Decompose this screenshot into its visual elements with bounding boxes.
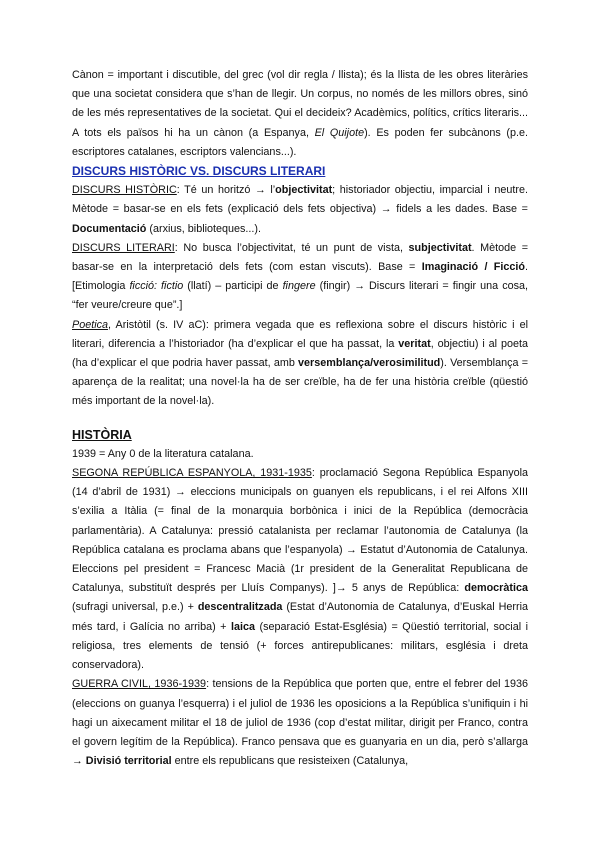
- republica-bold-democratica: democràtica: [464, 582, 528, 595]
- historic-bold-documentacio: Documentació: [72, 222, 147, 235]
- republica-paragraph: [72, 464, 528, 675]
- any0-paragraph: 1939 = Any 0 de la literatura catalana.: [72, 447, 254, 460]
- poetica-bold-veritat: veritat: [398, 337, 431, 350]
- guerra-bold-divisio: Divisió territorial: [85, 755, 172, 768]
- literari-text-2: . Mètode = basar-se en la interpretació dels fets (com estan viscuts). Base =: [72, 241, 529, 274]
- el-quijote-title: El Quijote: [314, 126, 365, 139]
- republica-text-4: (separació Estat-Església) = Qüestió territorial, social i religiosa, tres elements de tensió (+ forces antirepublicanes: militars, església i dreta conservadora).: [72, 620, 528, 672]
- republica-bold-descentralitzada: descentralitzada: [197, 601, 283, 614]
- document-page: [72, 66, 528, 771]
- canon-text: Cànon = important i discutible, del grec (vol dir regla / llista); és la llista de les obres literàries que una societat considera que s’han de llegir. Un corpus, no només de les millors obres, sinó de les més representatives de la societat. Qui el decideix? Acadèmics, polítics, crítics literaris... A tots els països hi ha un cànon (a Espanya,: [72, 69, 528, 139]
- republica-text-1: : proclamació Segona República Espanyola (14 d’abril de 1931) → eleccions municipals on guanyen els republicans, i el rei Alfons XIII s’exilia a Itàlia (= final de la monarquia borbònica i inici de la República (democràcia parlamentària). A Catalunya: pressió catalanista per reclamar l’autonomia de Catalunya (la República catalana es proclama abans que l’espanyola) → Estatut d’Autonomia de Catalunya. Eleccions pel president = Francesc Macià (1r president de la Generalitat Republicana de Catalunya, substituït després per Lluís Companys). ]→ 5 anys de República:: [72, 467, 528, 595]
- literari-bold-imaginacio: Imaginació / Ficció: [421, 261, 525, 274]
- historic-text-2: ; historiador objectiu, imparcial i neutre. Mètode = basar-se en els fets (explicació dels fets objectiva) → fidels a les dades. Base =: [72, 184, 528, 216]
- section-heading-historia: HISTÒRIA: [72, 427, 132, 442]
- guerra-label: GUERRA CIVIL, 1936-1939: [72, 678, 207, 691]
- poetica-label: Poetica: [72, 318, 109, 331]
- guerra-text-1: : tensions de la República que porten que, entre el febrer del 1936 (eleccions on guanya l’esquerra) i el juliol de 1936 les oposicions a la República s’unifiquin i hi hagi un aixecament militar el 18 de juliol de 1936 (cop d’estat militar, dirigit per Franco, contra el govern legítim de la República). Franco pensava que es guanyaria en un dia, però s’allarga →: [72, 678, 529, 768]
- literari-text-3: . [Etimologia: [72, 261, 528, 293]
- historic-paragraph: [72, 181, 528, 239]
- poetica-text-1: , Aristòtil (s. IV aC): primera vegada que es reflexiona sobre el discurs històric i el literari, diferencia a l’historiador (ha d’explicar el que ha passat, la: [72, 318, 528, 350]
- section-heading-discurs: DISCURS HISTÒRIC VS. DISCURS LITERARI: [72, 164, 326, 179]
- literari-italic-fingere: fingere: [282, 280, 316, 293]
- historic-bold-objectivitat: objectivitat: [275, 184, 333, 197]
- historic-text-3: (arxius, biblioteques...).: [146, 222, 262, 235]
- literari-bold-subjectivitat: subjectivitat: [408, 241, 472, 254]
- poetica-bold-versemblanca: versemblança/verosimilitud: [298, 357, 441, 370]
- poetica-text-2: , objectiu) i al poeta (ha d’explicar el que podria haver passat, amb: [72, 337, 528, 370]
- literari-text-5: (fingir) → Discurs literari = fingir una cosa, “fer veure/creure que”.]: [72, 280, 528, 312]
- republica-text-3: (Estat d’Autonomia de Catalunya, d’Euskal Herria més tard, i Galícia no arriba) +: [72, 601, 528, 633]
- literari-label: DISCURS LITERARI: [72, 241, 175, 254]
- literari-italic-ficcio: ficció: fictio: [129, 280, 184, 293]
- republica-label: SEGONA REPÚBLICA ESPANYOLA, 1931-1935: [72, 467, 312, 480]
- literari-text-4: (llatí) – participi de: [183, 280, 283, 293]
- canon-text-end: ). Es poden fer subcànons (p.e. escriptores catalanes, escriptors valencians...).: [72, 126, 528, 158]
- republica-text-2: (sufragi universal, p.e.) +: [72, 601, 198, 614]
- canon-paragraph: [72, 66, 528, 162]
- guerra-text-2: entre els republicans que resisteixen (Catalunya,: [171, 755, 409, 768]
- poetica-paragraph: [72, 316, 528, 412]
- guerra-paragraph: [72, 675, 528, 771]
- literari-text-1: : No busca l’objectivitat, té un punt de vista,: [174, 241, 409, 254]
- historic-text-1: : Té un horitzó → l’: [176, 184, 276, 197]
- literari-paragraph: [72, 239, 528, 316]
- historic-label: DISCURS HISTÒRIC: [72, 184, 177, 197]
- poetica-text-3: ). Versemblança = aparença de la realitat; una novel·la ha de ser creïble, ha de fer una història creïble (qüestió més important de la novel·la).: [72, 357, 528, 408]
- republica-bold-laica: laica: [230, 620, 255, 633]
